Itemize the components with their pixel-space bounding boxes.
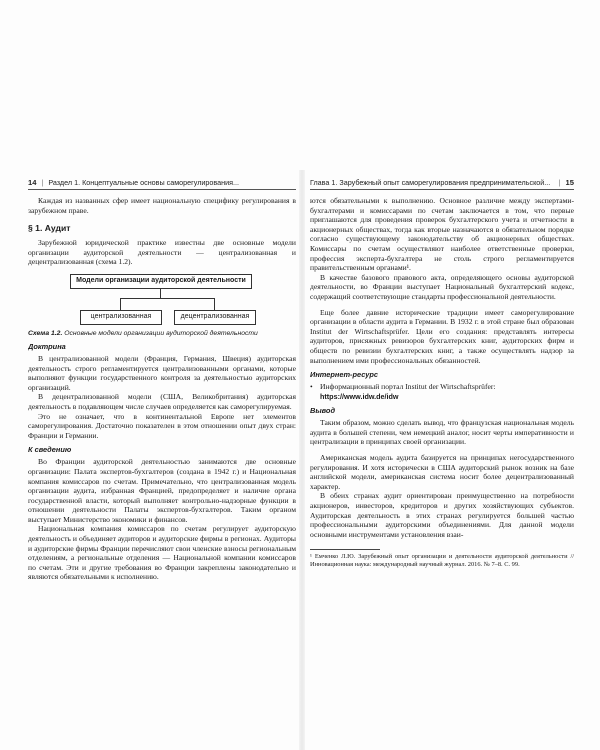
doctrine-heading: Доктрина xyxy=(28,341,66,351)
footnote-rule xyxy=(310,549,380,550)
scheme-connector xyxy=(120,298,214,299)
left-running-head-text: Раздел 1. Концептуальные основы саморегулирования... xyxy=(48,178,240,187)
scheme-caption-number: Схема 1.2. xyxy=(28,329,63,337)
info-heading: К сведению xyxy=(28,445,72,455)
conclusion-heading: Вывод xyxy=(310,406,336,416)
right-page xyxy=(310,178,574,738)
section-title: § 1. Аудит xyxy=(28,223,71,234)
right-page-number: 15 xyxy=(565,178,574,187)
germany-paragraph: Еще более давние исторические традиции имеет саморегулирование организации в области аудита в Германии. В 1932 г. в этой стране был образован Institut der Wirtschaftsprüfer. Цели его создания: представлять интересы аудиторов, присяжных ревизоров бухгалтерских книг, аудиторских фирм и обществ по ревизии бухгалтерских книг, а также осуществлять надзор за выполнением ими профессиональных обязанностей. xyxy=(310,307,574,365)
scheme-caption xyxy=(28,330,296,337)
usa-paragraph-2: В обеих странах аудит ориентирован преимущественно на потребности акционеров, инвесторов, кредиторов и других хозяйствующих субъектов. Аудиторская деятельность в этих странах регулируется большей частью профессиональными аудиторскими объединениями. Для данной модели основными инструментами установления взаи- xyxy=(310,491,574,539)
bullet-icon: • xyxy=(310,382,313,392)
footnote: ¹ Емченко Л.Ю. Зарубежный опыт организации и деятельности аудиторской деятельности // Инновационная наука: международный научный журнал. 2016. № 7–8. С. 99. xyxy=(310,553,574,569)
scheme-top-box: Модели организации аудиторской деятельности xyxy=(70,274,252,289)
scheme-connector xyxy=(214,298,215,310)
internet-heading: Интернет-ресурс xyxy=(310,370,378,380)
scheme-centralized-box: централизованная xyxy=(80,310,162,325)
continued-paragraph: ются обязательными к выполнению. Основное различие между экспертами-бухгалтерами и комиссарами по счетам заключается в том, что первые приглашаются для проведения проверок бухгалтерского учета и отчетности в акционерных обществах, тогда как вторые назначаются в обязательном порядке согласно существующему законодательству об акционерных обществах. Комиссары по счетам осуществляют наиболее ответственные проверки, профессия эксперта-бухгалтера не столь строго регламентируется правительственным органами¹. xyxy=(310,196,574,273)
info-paragraph-2: Национальная компания комиссаров по счетам регулирует аудиторскую деятельность и объединяет аудиторов и аудиторские фирмы в регионах. Аудиторы и аудиторские фирмы Франции перечисляют свои членские взносы региональным отделениям, а региональные отделения — Национальной компании комиссаров по счетам. Эти и другие требования во Франции закреплены законодательно и являются обязательными к исполнению. xyxy=(28,524,296,582)
internet-resource-item xyxy=(310,382,574,401)
conclusion-paragraph: Таким образом, можно сделать вывод, что французская национальная модель аудита в большей степени, чем немецкий аналог, носит черты императивности и централизации в принципах своей организации. xyxy=(310,418,574,447)
info-paragraph-1: Во Франции аудиторской деятельностью занимаются две основные организации: Палата экспертов-бухгалтеров (создана в 1942 г.) и Национальная компания комиссаров по счетам. Примечательно, что централизованная модель организации аудита, избранная Францией, предопределяет и наличие органа государственной власти, который выполняет контрольно-надзорные функции в отношении деятельности Палаты экспертов-бухгалтеров. Таким органом выступает Министерство экономики и финансов. xyxy=(28,457,296,524)
doctrine-paragraph-1: В централизованной модели (Франция, Германия, Швеция) аудиторская деятельность строго регламентируется централизованными органами, которые выполняют функции государственного контроля за деятельностью аудиторских организаций. xyxy=(28,353,296,392)
doctrine-paragraph-3: Это не означает, что в континентальной Европе нет элементов саморегулирования. Достаточно показателен в этом отношении опыт двух стран: Франции и Германии. xyxy=(28,411,296,440)
intro-paragraph: Каждая из названных сфер имеет национальную специфику регулирования в зарубежном праве. xyxy=(28,196,296,215)
left-running-head: 14 | Раздел 1. Концептуальные основы саморегулирования... xyxy=(28,178,296,190)
book-gutter xyxy=(299,170,305,750)
scheme-caption-text: Основные модели организации аудиторской деятельности xyxy=(64,329,258,337)
section-paragraph: Зарубежной юридической практике известны две основные модели организации аудиторской деятельности — централизованная и децентрализованная (схема 1.2). xyxy=(28,238,296,267)
doctrine-paragraph-2: В децентрализованной модели (США, Великобритания) аудиторская деятельность в подавляющем числе случаев определяется как саморегулируемая. xyxy=(28,392,296,411)
internet-resource-text: Информационный портал Institut der Wirtschaftsprüfer: xyxy=(320,382,496,392)
internet-resource-link[interactable]: https://www.idw.de/idw xyxy=(320,391,399,401)
scheme-decentralized-box: децентрализованная xyxy=(174,310,256,325)
legal-act-paragraph: В качестве базового правового акта, определяющего основы аудиторской деятельности, во Франции выступает Национальный бухгалтерский кодекс, содержащий соответствующие стандарты профессиональной деятельности. xyxy=(310,272,574,301)
scheme-connector xyxy=(160,288,161,298)
usa-paragraph-1: Американская модель аудита базируется на принципах негосударственного регулирования. И хотя исторически в США аудиторский рынок возник на базе английской модели, американская система носит более децентрализованный характер. xyxy=(310,453,574,491)
left-page-number: 14 xyxy=(28,178,37,187)
scheme-connector xyxy=(120,298,121,310)
right-running-head-text: Глава 1. Зарубежный опыт саморегулирования предпринимательской... xyxy=(310,178,551,187)
left-page xyxy=(28,178,296,738)
scheme-diagram xyxy=(28,272,296,328)
right-running-head: Глава 1. Зарубежный опыт саморегулирования предпринимательской... | 15 xyxy=(310,178,574,190)
